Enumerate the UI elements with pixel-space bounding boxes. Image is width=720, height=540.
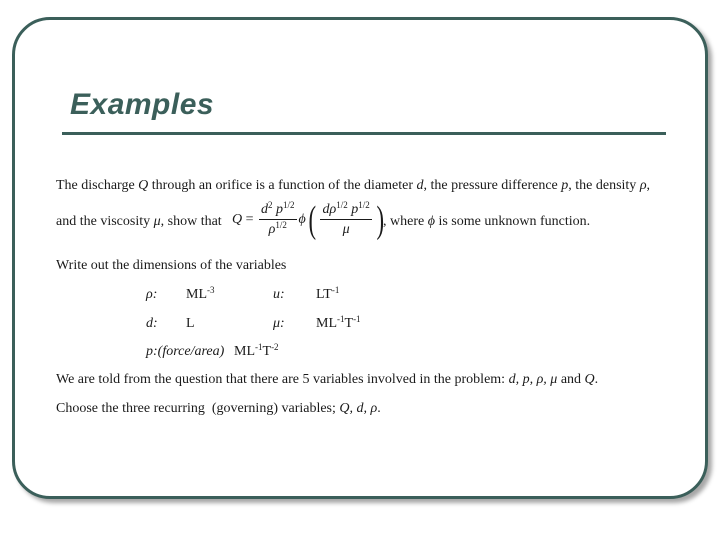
variables-line: [56, 371, 598, 389]
mu-label: [273, 315, 285, 333]
fraction-1-denominator: [269, 220, 287, 238]
text-segment: .: [377, 401, 381, 416]
problem-line-2: [56, 213, 222, 231]
dim-base: T: [262, 344, 272, 359]
dim-exp: -3: [207, 285, 215, 295]
den-mu: μ: [342, 222, 350, 237]
slide-title: Examples: [70, 88, 215, 121]
var-phi: ϕ: [427, 214, 435, 229]
text-segment: and the viscosity: [56, 214, 154, 229]
num-drho: dρ: [322, 202, 337, 217]
u-label: [273, 286, 285, 304]
dim-base: T: [344, 316, 354, 331]
discharge-formula: [232, 196, 386, 244]
u-dimension: [316, 286, 339, 304]
p-label: [146, 343, 224, 361]
var-p: p: [561, 178, 569, 193]
dimensions-heading: Write out the dimensions of the variables: [56, 258, 287, 273]
rho-label: [146, 286, 157, 304]
label-text: μ:: [273, 316, 285, 331]
text-segment: through an orifice is a function of the diameter: [148, 178, 417, 193]
den-rho: ρ: [268, 222, 276, 237]
fraction-1-numerator: [259, 202, 297, 220]
exp: 1/2: [336, 200, 348, 210]
text-segment: , show that: [160, 214, 222, 229]
dim-base: ML: [186, 287, 207, 302]
left-paren: (: [308, 199, 316, 241]
text-segment: .: [594, 372, 599, 387]
num-d: d: [261, 202, 269, 217]
recurring-variables: Q, d, ρ: [339, 401, 378, 416]
dim-exp: -1: [353, 314, 361, 324]
exp: 1/2: [283, 200, 295, 210]
formula-lhs: Q: [232, 212, 243, 227]
exp: 2: [268, 200, 273, 210]
num-p: p: [272, 202, 284, 217]
rho-dimension: [186, 286, 215, 304]
formula-fraction-1: [259, 202, 297, 238]
dim-exp: -1: [337, 314, 345, 324]
num-p: p: [347, 202, 359, 217]
var-mu: μ: [153, 214, 161, 229]
text-segment: , the pressure difference: [423, 178, 562, 193]
text-segment: Choose the three recurring (governing) variables;: [56, 401, 340, 416]
formula-phi: ϕ: [298, 212, 306, 227]
exp: 1/2: [275, 220, 287, 230]
text-segment: , the density: [568, 178, 640, 193]
fraction-2-denominator: [343, 220, 350, 238]
problem-line-1: [56, 177, 650, 195]
right-paren: ): [376, 199, 384, 241]
text-segment: ,: [646, 178, 651, 193]
p-dimension: [234, 343, 279, 361]
d-label: [146, 315, 158, 333]
label-text: u:: [273, 287, 285, 302]
dim-exp: -1: [331, 285, 340, 295]
text-segment: and: [557, 372, 585, 387]
var-Q: Q: [138, 178, 149, 193]
dim-exp: -1: [255, 342, 263, 352]
mu-dimension: [316, 315, 361, 333]
recurring-line: [56, 400, 381, 418]
dim-exp: -2: [271, 342, 279, 352]
problem-line-2-tail: [383, 213, 590, 231]
label-text: p:(force/area): [146, 344, 225, 359]
variable-list: d, p, ρ, μ: [508, 372, 558, 387]
dim-base: ML: [234, 344, 255, 359]
exp: 1/2: [358, 200, 370, 210]
text-segment: We are told from the question that there are 5 variables involved in the problem:: [56, 372, 509, 387]
var-rho: ρ: [639, 178, 647, 193]
title-underline: [62, 132, 666, 135]
label-text: d:: [146, 316, 158, 331]
fraction-2-numerator: [320, 202, 371, 220]
var-d: d: [416, 178, 424, 193]
dim-base: ML: [316, 316, 337, 331]
label-text: ρ:: [146, 287, 158, 302]
text-segment: The discharge: [56, 178, 139, 193]
var-Q: Q: [584, 372, 595, 387]
formula-fraction-2: [320, 202, 371, 238]
dim-base: LT: [316, 287, 332, 302]
formula-equals: =: [242, 212, 258, 227]
text-segment: , where: [383, 214, 428, 229]
text-segment: is some unknown function.: [434, 214, 591, 229]
d-dimension: L: [186, 316, 195, 331]
